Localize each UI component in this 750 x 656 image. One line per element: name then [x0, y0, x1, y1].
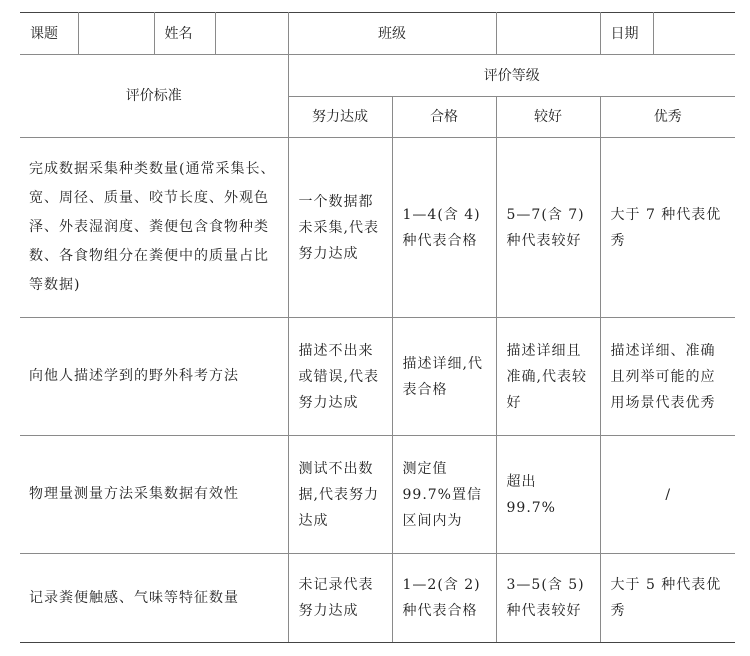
criterion-text: 物理量测量方法采集数据有效性: [20, 436, 288, 554]
name-label: 姓名: [154, 13, 215, 55]
criterion-text: 完成数据采集种类数量(通常采集长、宽、周径、质量、咬节长度、外观色泽、外表湿润度、粪便包含食物种类数、各食物组分在粪便中的质量占比等数据): [20, 138, 288, 318]
info-row: [20, 13, 735, 55]
name-field[interactable]: [215, 13, 288, 55]
criterion-row: [20, 318, 735, 436]
topic-label: 课题: [20, 13, 78, 55]
date-field[interactable]: [653, 13, 735, 55]
grade-level-pass: 合格: [392, 97, 496, 138]
criterion-row: [20, 436, 735, 554]
grade-cell-effort: 测试不出数据,代表努力达成: [288, 436, 392, 554]
criterion-text: 向他人描述学到的野外科考方法: [20, 318, 288, 436]
grade-cell-excellent: 大于 5 种代表优秀: [600, 554, 735, 643]
grade-cell-effort: 未记录代表努力达成: [288, 554, 392, 643]
criterion-text: 记录粪便触感、气味等特征数量: [20, 554, 288, 643]
class-label: 班级: [288, 13, 496, 55]
grade-cell-good: 3—5(含 5)种代表较好: [496, 554, 600, 643]
grade-cell-good: 超出 99.7%: [496, 436, 600, 554]
topic-field[interactable]: [78, 13, 154, 55]
evaluation-table: [20, 12, 735, 643]
grade-header: 评价等级: [288, 55, 735, 97]
grade-level-good: 较好: [496, 97, 600, 138]
grade-cell-good: 5—7(含 7)种代表较好: [496, 138, 600, 318]
criterion-row: [20, 554, 735, 643]
criterion-row: [20, 138, 735, 318]
grade-level-effort: 努力达成: [288, 97, 392, 138]
class-field[interactable]: [496, 13, 600, 55]
grade-cell-pass: 描述详细,代表合格: [392, 318, 496, 436]
grade-cell-excellent: 描述详细、准确且列举可能的应用场景代表优秀: [600, 318, 735, 436]
grade-level-excellent: 优秀: [600, 97, 735, 138]
grade-cell-good: 描述详细且准确,代表较好: [496, 318, 600, 436]
grade-cell-excellent: 大于 7 种代表优秀: [600, 138, 735, 318]
criteria-header: 评价标准: [20, 55, 288, 138]
grade-cell-effort: 描述不出来或错误,代表努力达成: [288, 318, 392, 436]
grade-cell-pass: 1—4(含 4)种代表合格: [392, 138, 496, 318]
grade-cell-pass: 测定值99.7%置信区间内为: [392, 436, 496, 554]
date-label: 日期: [600, 13, 653, 55]
grade-header-row: [20, 55, 735, 97]
grade-cell-pass: 1—2(含 2)种代表合格: [392, 554, 496, 643]
grade-cell-effort: 一个数据都未采集,代表努力达成: [288, 138, 392, 318]
grade-cell-excellent: /: [600, 436, 735, 554]
